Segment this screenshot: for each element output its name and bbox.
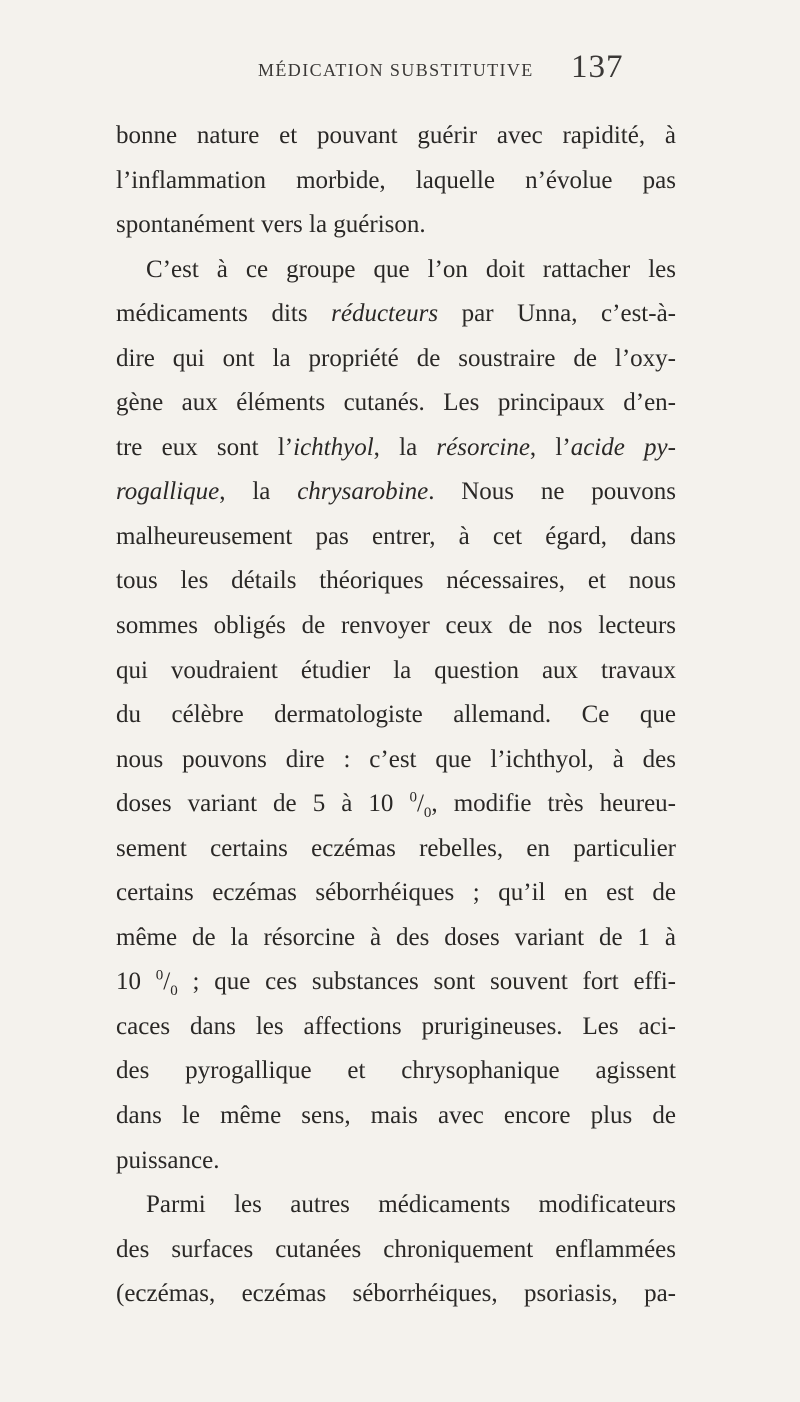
text-line: bonne nature et pouvant guérir avec rapidité, à xyxy=(116,122,676,149)
text-line: sommes obligés de renvoyer ceux de nos lecteurs xyxy=(116,612,676,640)
text-line: doses variant de 5 à 10 $^0/_0$, modifie très heureu- xyxy=(116,789,676,822)
text-line: C’est à ce groupe que l’on doit rattacher les xyxy=(146,255,676,283)
text-line: médicaments dits réducteurs par Unna, c’est-à- xyxy=(116,300,676,328)
text-line: sement certains eczémas rebelles, en particulier xyxy=(116,834,676,862)
text-line: tous les détails théoriques nécessaires, et nous xyxy=(116,567,676,595)
text-line: tre eux sont l’ichthyol, la résorcine, l’acide py- xyxy=(116,433,676,461)
body-text xyxy=(116,114,676,1317)
text-line: 10 $^0/_0$ ; que ces substances sont souvent fort effi- xyxy=(116,968,677,1000)
percent-sign-bottom: 0 xyxy=(423,805,432,822)
italic-term: réducteurs xyxy=(331,300,439,328)
text-line: même de la résorcine à des doses variant de 1 à xyxy=(116,923,676,951)
text-line: des pyrogallique et chrysophanique agissent xyxy=(116,1057,676,1085)
page-number: 137 xyxy=(571,49,624,85)
text-line: puissance. xyxy=(116,1146,220,1174)
percent-sign-top: 0 xyxy=(409,789,417,806)
text-line: certains eczémas séborrhéiques ; qu’il en est de xyxy=(116,879,676,907)
text-line: qui voudraient étudier la question aux travaux xyxy=(116,656,676,684)
text-line: gène aux éléments cutanés. Les principaux d’en- xyxy=(116,389,676,417)
italic-term: rogallique xyxy=(116,478,220,506)
text-line: (eczémas, eczémas séborrhéiques, psoriasis, pa- xyxy=(116,1280,676,1308)
text-line: malheureusement pas entrer, à cet égard, dans xyxy=(116,522,676,550)
italic-term: acide py- xyxy=(570,433,676,461)
running-head: MÉDICATION SUBSTITUTIVE xyxy=(258,60,534,80)
text-line: spontanément vers la guérison. xyxy=(116,211,426,239)
text-line: des surfaces cutanées chroniquement enflammées xyxy=(116,1235,676,1263)
text-line: dans le même sens, mais avec encore plus de xyxy=(116,1102,676,1130)
text-line: caces dans les affections prurigineuses. Les aci- xyxy=(116,1012,676,1040)
text-line: dire qui ont la propriété de soustraire de l’oxy- xyxy=(116,344,676,372)
text-line: l’inflammation morbide, laquelle n’évolue pas xyxy=(116,166,676,194)
italic-term: chrysarobine xyxy=(297,478,429,506)
percent-sign-bottom: 0 xyxy=(170,983,178,1000)
text-line: nous pouvons dire : c’est que l’ichthyol, à des xyxy=(116,745,676,773)
italic-term: ichthyol xyxy=(293,433,374,461)
text-line: Parmi les autres médicaments modificateurs xyxy=(146,1191,676,1219)
percent-sign-top: 0 xyxy=(155,968,164,985)
text-line: du célèbre dermatologiste allemand. Ce que xyxy=(116,701,676,729)
text-line: rogallique, la chrysarobine. Nous ne pouvons xyxy=(116,478,677,506)
italic-term: résorcine xyxy=(436,433,530,461)
